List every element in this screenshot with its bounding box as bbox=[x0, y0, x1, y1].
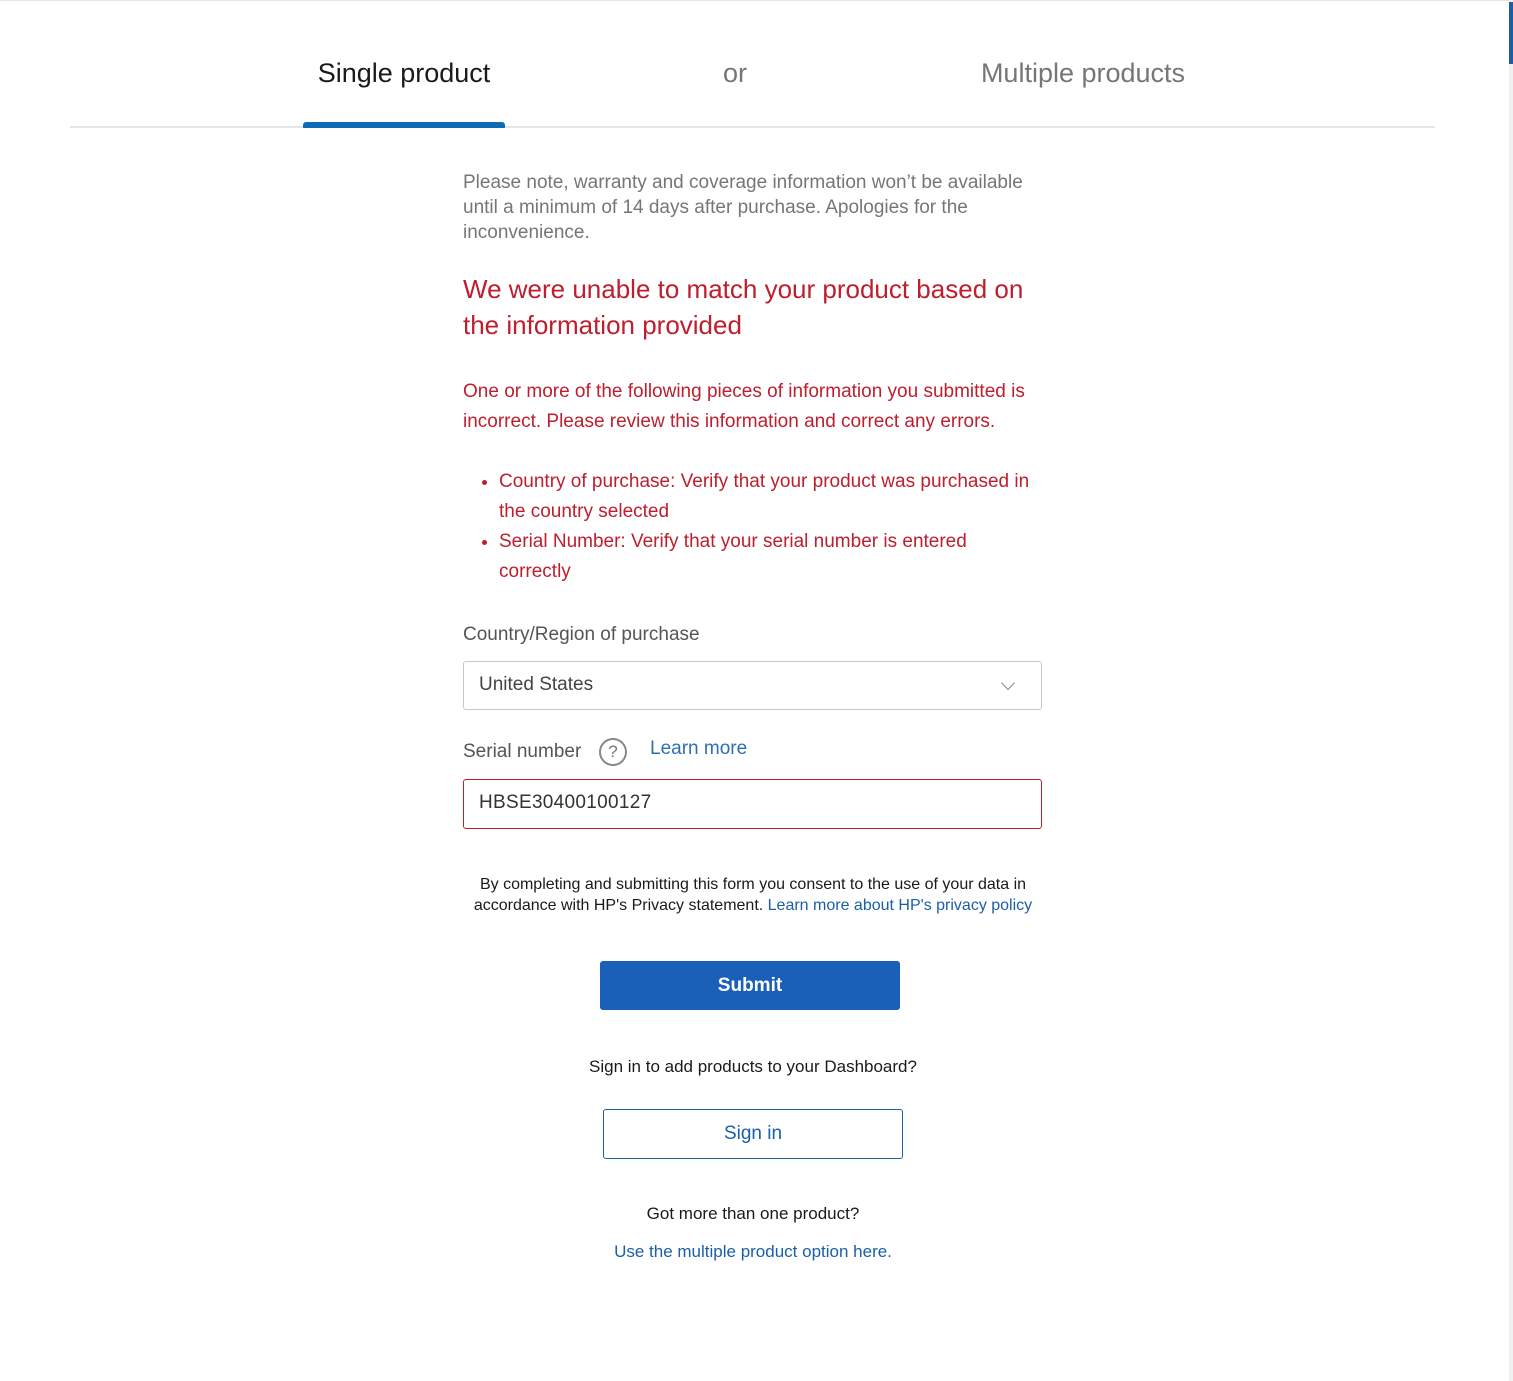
consent-statement: By completing and submitting this form you consent to the use of your data in accordance with HP's Privacy statement. bbox=[473, 876, 1027, 914]
serial-label: Serial number bbox=[463, 741, 582, 762]
error-title: We were unable to match your product based on the information provided bbox=[463, 274, 1024, 340]
privacy-policy-link[interactable]: Learn more about HP's privacy policy bbox=[767, 897, 1033, 914]
learn-more-link[interactable]: Learn more bbox=[650, 738, 748, 759]
warranty-form bbox=[463, 170, 1043, 1261]
tab-single-product[interactable]: Single product bbox=[317, 58, 491, 88]
availability-note: Please note, warranty and coverage information won’t be available until a minimum of 14 days after purchase. Apologies for the inconvenience. bbox=[463, 172, 1023, 243]
multiple-product-option-link[interactable]: Use the multiple product option here. bbox=[614, 1242, 892, 1261]
scrollbar-track[interactable] bbox=[1509, 0, 1513, 1381]
error-list bbox=[463, 467, 1043, 587]
tab-multiple-products[interactable]: Multiple products bbox=[980, 58, 1186, 88]
country-label: Country/Region of purchase bbox=[463, 624, 700, 645]
scrollbar-thumb[interactable] bbox=[1509, 2, 1513, 64]
signin-button[interactable]: Sign in bbox=[603, 1109, 903, 1159]
multiple-products-prompt: Got more than one product? bbox=[646, 1204, 860, 1223]
error-item-serial: • Serial Number: Verify that your serial number is entered correctly bbox=[499, 527, 1043, 587]
chevron-down-icon bbox=[1001, 676, 1015, 690]
tab-separator-or: or bbox=[722, 58, 747, 88]
serial-label-row bbox=[463, 738, 1043, 768]
help-icon[interactable]: ? bbox=[599, 738, 627, 766]
active-tab-indicator bbox=[303, 122, 505, 128]
serial-number-value: HBSE30400100127 bbox=[479, 792, 652, 813]
error-description: One or more of the following pieces of information you submitted is incorrect. Please review this information and correct any errors. bbox=[463, 381, 1025, 432]
consent-text bbox=[463, 874, 1043, 916]
serial-number-input[interactable] bbox=[463, 779, 1042, 829]
signin-prompt: Sign in to add products to your Dashboard? bbox=[589, 1057, 917, 1076]
top-divider bbox=[0, 0, 1513, 1]
submit-button[interactable]: Submit bbox=[600, 961, 900, 1010]
country-select[interactable] bbox=[463, 661, 1042, 710]
product-tabs bbox=[70, 40, 1435, 128]
error-item-country: • Country of purchase: Verify that your product was purchased in the country selected bbox=[499, 467, 1043, 527]
country-selected-value: United States bbox=[479, 674, 594, 695]
